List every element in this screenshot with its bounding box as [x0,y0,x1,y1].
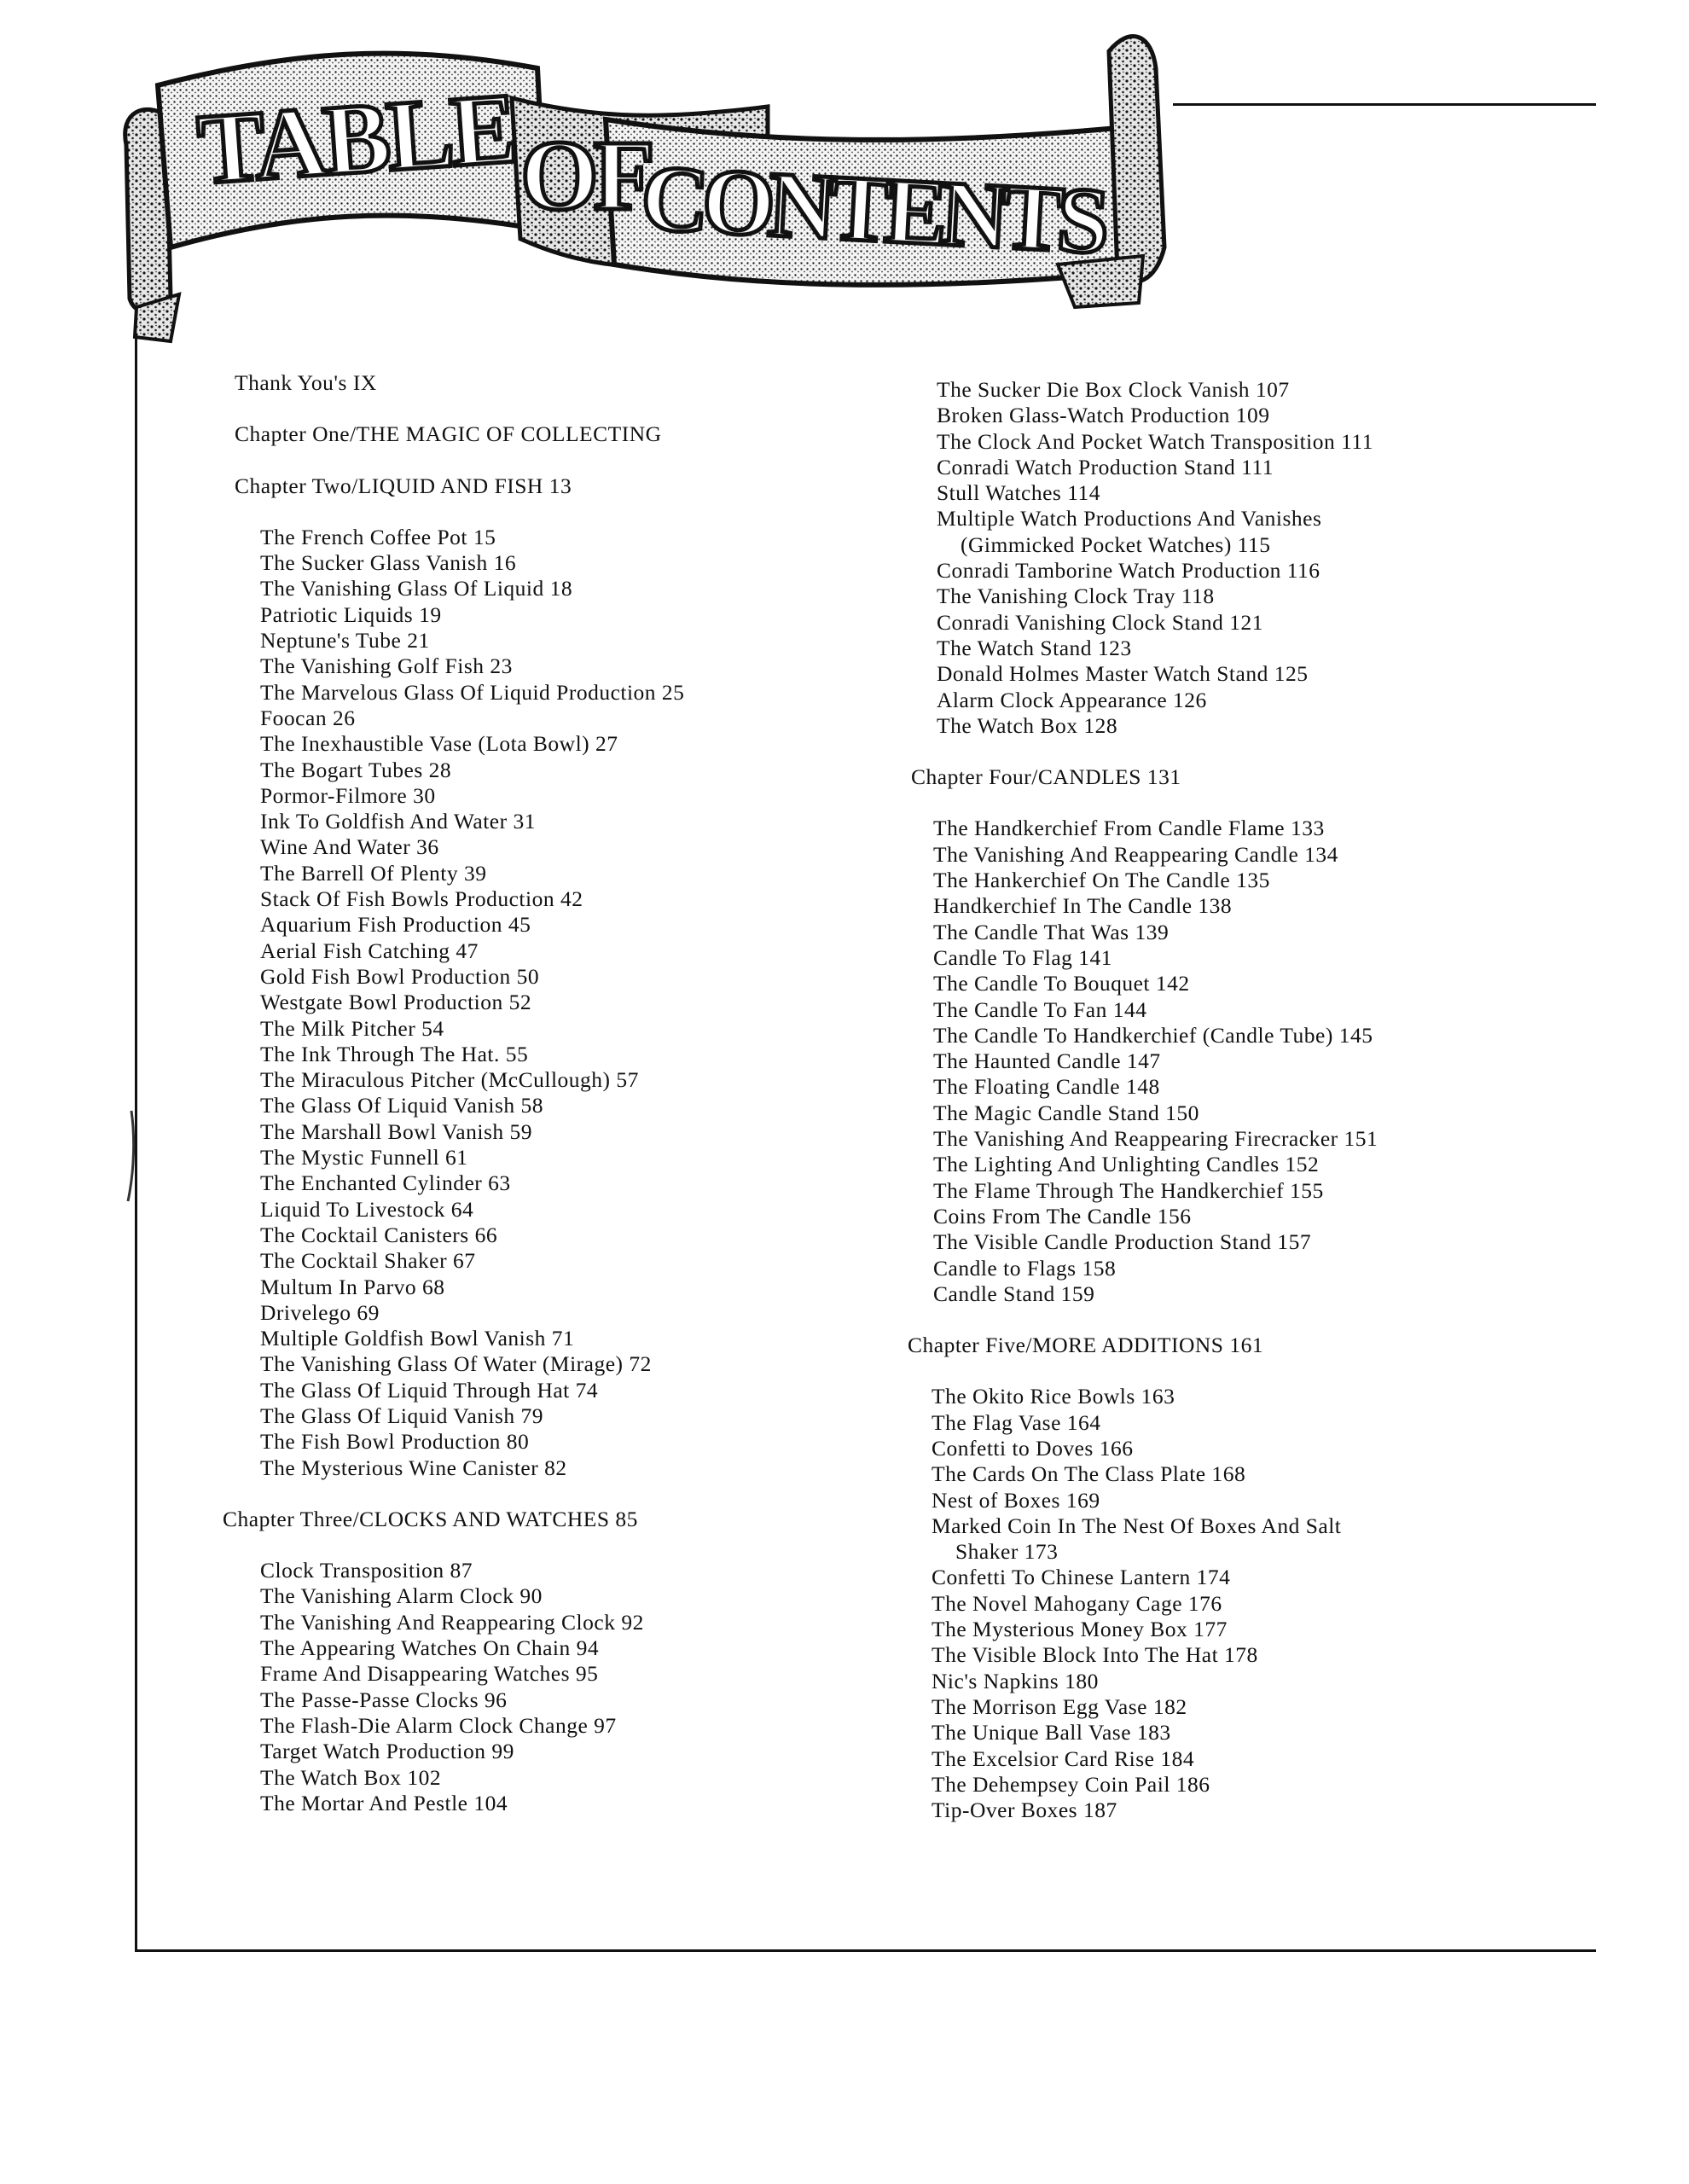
toc-entry: Stull Watches 114 [937,480,1101,506]
toc-entry: The Mysterious Money Box 177 [932,1617,1228,1642]
toc-entry: Conradi Watch Production Stand 111 [937,454,1274,479]
toc-right-column [908,377,1378,1823]
toc-entry: The Excelsior Card Rise 184 [932,1745,1195,1771]
toc-entry: The Ink Through The Hat. 55 [260,1041,529,1066]
toc-entry: The Novel Mahogany Cage 176 [932,1590,1222,1616]
toc-entry: The Visible Block Into The Hat 178 [932,1642,1258,1668]
toc-entry: Stack Of Fish Bowls Production 42 [260,886,583,912]
toc-entry: Thank You's IX [235,370,377,395]
toc-entry: Neptune's Tube 21 [260,628,430,653]
toc-entry: Frame And Disappearing Watches 95 [260,1661,599,1687]
toc-entry: The Unique Ball Vase 183 [932,1720,1171,1745]
toc-entry: The Mortar And Pestle 104 [260,1790,508,1815]
toc-entry: The Flag Vase 164 [932,1409,1101,1435]
banner-word-contents: CONTENTS [638,145,1106,274]
toc-entry: Ink To Goldfish And Water 31 [260,809,536,834]
toc-entry: The Candle That Was 139 [933,919,1170,944]
toc-entry: The Vanishing Golf Fish 23 [260,653,513,679]
toc-entry: The Marvelous Glass Of Liquid Production 25 [260,679,685,705]
toc-entry: The Milk Pitcher 54 [260,1015,444,1041]
frame-top-rule [1173,103,1596,106]
toc-entry: Westgate Bowl Production 52 [260,990,532,1015]
toc-entry: The French Coffee Pot 15 [260,524,496,549]
toc-entry: The Watch Box 128 [937,712,1118,738]
toc-entry: The Appearing Watches On Chain 94 [260,1635,600,1661]
toc-entry: The Miraculous Pitcher (McCullough) 57 [260,1067,639,1093]
toc-entry: Confetti to Doves 166 [932,1435,1134,1461]
toc-entry: Multum In Parvo 68 [260,1274,445,1299]
toc-entry: The Flash-Die Alarm Clock Change 97 [260,1712,617,1738]
toc-entry: The Lighting And Unlighting Candles 152 [933,1152,1320,1177]
toc-entry: The Sucker Die Box Clock Vanish 107 [937,377,1290,402]
toc-entry: The Handkerchief From Candle Flame 133 [933,816,1325,841]
toc-entry: Wine And Water 36 [260,834,439,860]
toc-entry-continuation: Shaker 173 [955,1539,1059,1565]
toc-entry: The Candle To Bouquet 142 [933,971,1190,996]
toc-entry: The Vanishing And Reappearing Firecracker 151 [933,1126,1378,1152]
banner-word-of: OF [520,119,650,231]
toc-entry: The Okito Rice Bowls 163 [932,1384,1175,1409]
toc-entry: Multiple Watch Productions And Vanishes [937,506,1322,531]
toc-entry: The Vanishing Glass Of Water (Mirage) 72 [260,1351,652,1377]
toc-entry: The Barrell Of Plenty 39 [260,860,487,886]
toc-entry: The Vanishing And Reappearing Candle 134 [933,841,1338,867]
chapter-heading: Chapter Two/LIQUID AND FISH 13 [235,473,572,498]
toc-entry: The Vanishing Alarm Clock 90 [260,1583,543,1609]
table-of-contents-banner [119,17,1194,350]
toc-entry: The Watch Stand 123 [937,635,1132,660]
toc-entry: Candle To Flag 141 [933,944,1113,970]
toc-entry: The Hankerchief On The Candle 135 [933,868,1270,893]
toc-entry: The Vanishing And Reappearing Clock 92 [260,1609,644,1635]
toc-entry: The Haunted Candle 147 [933,1048,1161,1074]
toc-entry: Broken Glass-Watch Production 109 [937,403,1270,428]
toc-entry: The Sucker Glass Vanish 16 [260,550,517,576]
toc-entry: Target Watch Production 99 [260,1739,514,1764]
toc-entry: The Cocktail Canisters 66 [260,1222,498,1247]
toc-entry: The Fish Bowl Production 80 [260,1429,530,1455]
chapter-heading: Chapter Three/CLOCKS AND WATCHES 85 [223,1506,638,1531]
toc-entry: The Vanishing Clock Tray 118 [937,584,1215,609]
chapter-heading: Chapter Four/CANDLES 131 [911,764,1181,790]
toc-entry: The Marshall Bowl Vanish 59 [260,1118,533,1144]
toc-entry: The Cocktail Shaker 67 [260,1248,476,1274]
toc-entry: Liquid To Livestock 64 [260,1196,474,1222]
toc-entry: The Cards On The Class Plate 168 [932,1461,1246,1487]
toc-entry: Pormor-Filmore 30 [260,782,436,808]
toc-entry: The Magic Candle Stand 150 [933,1100,1199,1125]
toc-entry: The Bogart Tubes 28 [260,757,452,782]
toc-entry-continuation: (Gimmicked Pocket Watches) 115 [961,531,1271,557]
toc-entry: The Floating Candle 148 [933,1074,1160,1100]
toc-entry: Clock Transposition 87 [260,1558,473,1583]
toc-entry: Patriotic Liquids 19 [260,601,442,627]
toc-entry: The Dehempsey Coin Pail 186 [932,1771,1210,1797]
toc-entry: The Enchanted Cylinder 63 [260,1170,511,1196]
toc-entry: Tip-Over Boxes 187 [932,1798,1117,1823]
toc-entry: The Watch Box 102 [260,1764,442,1790]
toc-entry: Aquarium Fish Production 45 [260,912,531,938]
toc-left-column [223,370,685,1816]
toc-entry: Foocan 26 [260,705,356,730]
toc-entry: The Passe-Passe Clocks 96 [260,1687,508,1712]
toc-entry: Multiple Goldfish Bowl Vanish 71 [260,1326,575,1351]
toc-entry: The Mysterious Wine Canister 82 [260,1455,567,1480]
toc-entry: Aerial Fish Catching 47 [260,938,479,963]
toc-entry: The Morrison Egg Vase 182 [932,1693,1187,1719]
toc-entry: Marked Coin In The Nest Of Boxes And Salt [932,1513,1342,1538]
toc-entry: Candle to Flags 158 [933,1255,1117,1281]
toc-entry: Conradi Tamborine Watch Production 116 [937,558,1320,584]
frame-bottom-rule [135,1949,1596,1952]
toc-entry: Handkerchief In The Candle 138 [933,893,1233,919]
toc-entry: The Vanishing Glass Of Liquid 18 [260,576,573,601]
toc-entry: Drivelego 69 [260,1299,380,1325]
banner-word-table: TABLE [194,72,519,206]
toc-entry: The Glass Of Liquid Through Hat 74 [260,1377,599,1403]
chapter-heading: Chapter Five/MORE ADDITIONS 161 [908,1333,1264,1358]
toc-entry: The Visible Candle Production Stand 157 [933,1229,1312,1255]
margin-mark [123,1109,140,1203]
toc-entry: The Glass Of Liquid Vanish 58 [260,1093,544,1118]
toc-entry: The Glass Of Liquid Vanish 79 [260,1403,544,1428]
toc-entry: The Flame Through The Handkerchief 155 [933,1177,1324,1203]
toc-entry: Gold Fish Bowl Production 50 [260,963,540,989]
toc-entry: Coins From The Candle 156 [933,1203,1192,1228]
toc-entry: The Candle To Handkerchief (Candle Tube) 145 [933,1022,1373,1048]
toc-entry: Nest of Boxes 169 [932,1487,1100,1513]
toc-entry: Confetti To Chinese Lantern 174 [932,1565,1231,1590]
toc-entry: The Candle To Fan 144 [933,996,1147,1022]
toc-entry: Nic's Napkins 180 [932,1668,1099,1693]
toc-entry: Alarm Clock Appearance 126 [937,687,1207,712]
toc-entry: The Mystic Funnell 61 [260,1145,468,1170]
toc-entry: Candle Stand 159 [933,1281,1095,1306]
toc-entry: Donald Holmes Master Watch Stand 125 [937,661,1309,687]
toc-entry: The Clock And Pocket Watch Transposition 111 [937,428,1373,454]
toc-entry: Conradi Vanishing Clock Stand 121 [937,609,1263,635]
chapter-heading: Chapter One/THE MAGIC OF COLLECTING [235,421,662,447]
toc-entry: The Inexhaustible Vase (Lota Bowl) 27 [260,731,618,757]
